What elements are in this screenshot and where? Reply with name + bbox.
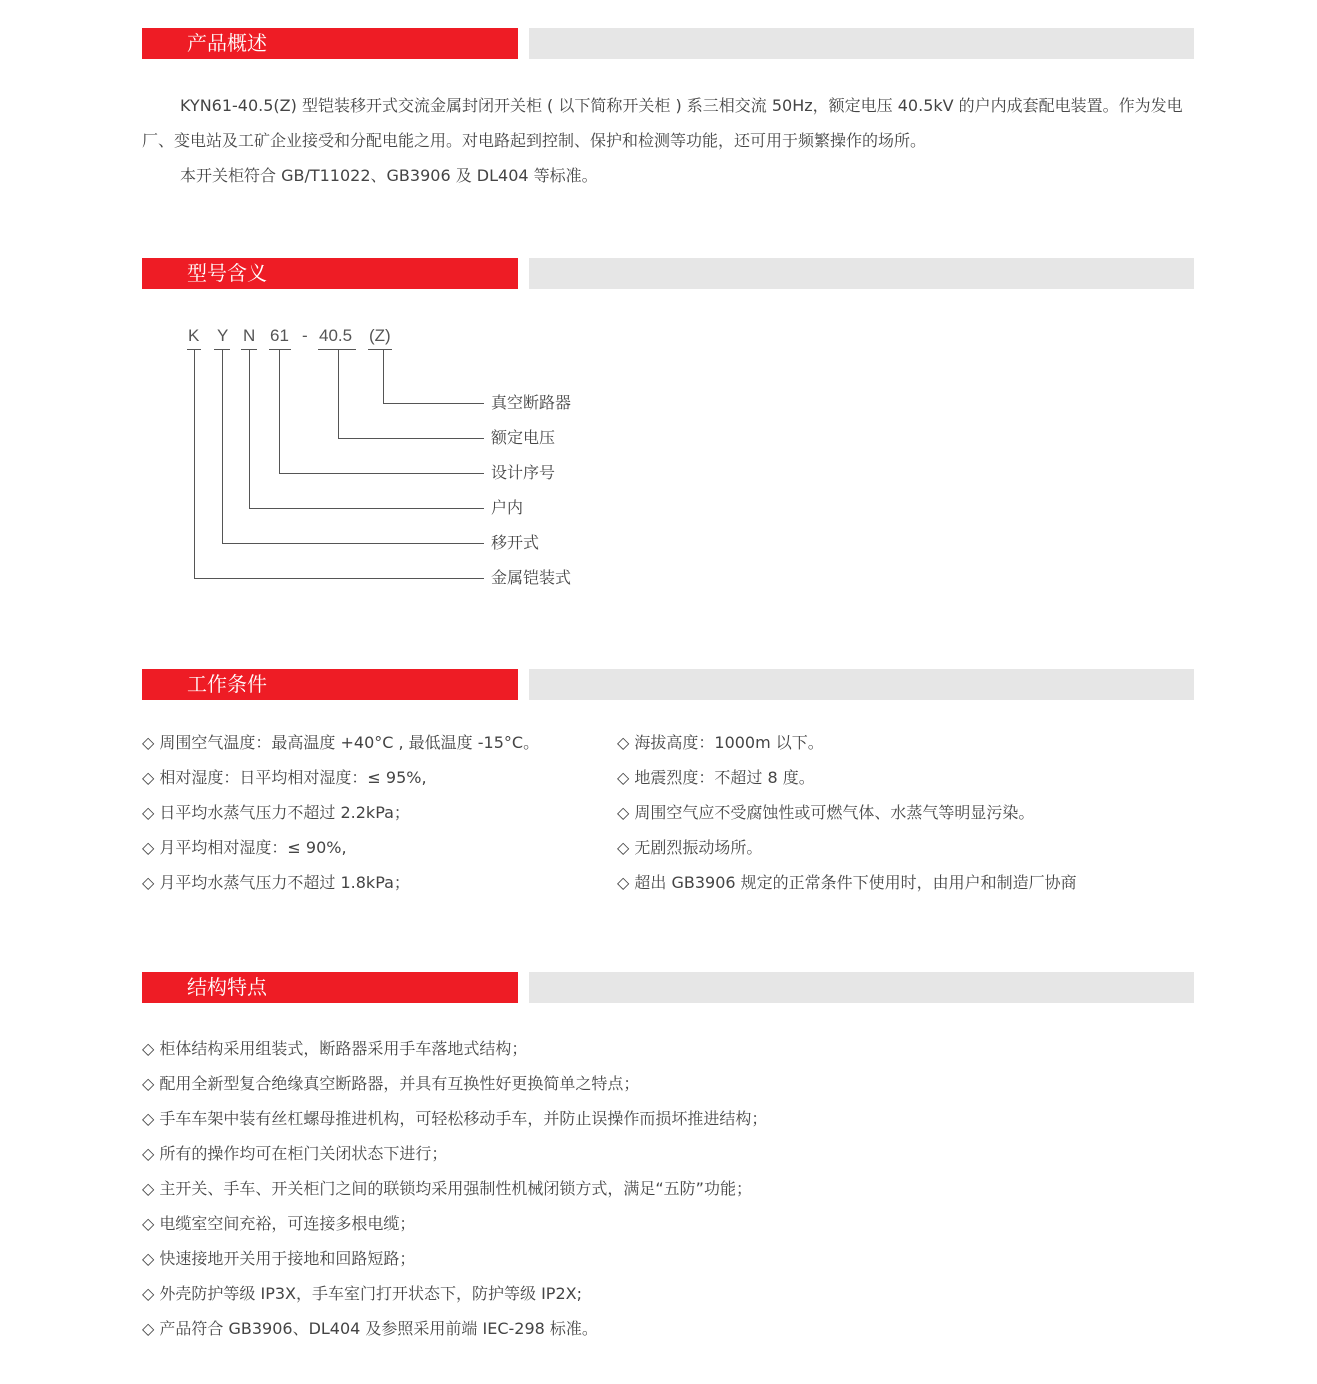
code-part-k: K xyxy=(188,326,200,345)
list-item: ◇ 配用全新型复合绝缘真空断路器，并具有互换性好更换简单之特点； xyxy=(142,1074,640,1093)
section-header-overview xyxy=(142,28,1194,59)
list-item: ◇ 周围空气温度：最高温度 +40°C , 最低温度 -15°C。 xyxy=(142,733,540,752)
meaning-withdrawable: 移开式 xyxy=(491,533,540,552)
connector-line xyxy=(249,508,484,509)
section-header-bar xyxy=(529,258,1194,289)
meaning-indoor: 户内 xyxy=(491,498,524,517)
code-part-61: 61 xyxy=(270,326,289,345)
list-item: ◇ 超出 GB3906 规定的正常条件下使用时，由用户和制造厂协商 xyxy=(617,873,1077,892)
section-title-features: 结构特点 xyxy=(142,972,518,1003)
list-item: ◇ 所有的操作均可在柜门关闭状态下进行； xyxy=(142,1144,448,1163)
section-header-bar xyxy=(529,972,1194,1003)
connector-line xyxy=(249,349,250,509)
overview-paragraph: 本开关柜符合 GB/T11022、GB3906 及 DL404 等标准。 xyxy=(180,166,598,185)
conditions-left-list xyxy=(142,725,602,900)
code-part-n: N xyxy=(243,326,256,345)
section-title-conditions: 工作条件 xyxy=(142,669,518,700)
code-part-dash: - xyxy=(302,326,308,345)
list-item: ◇ 外壳防护等级 IP3X，手车室门打开状态下，防护等级 IP2X; xyxy=(142,1284,582,1303)
list-item: ◇ 周围空气应不受腐蚀性或可燃气体、水蒸气等明显污染。 xyxy=(617,803,1035,822)
list-item: ◇ 月平均水蒸气压力不超过 1.8kPa； xyxy=(142,873,410,892)
list-item: ◇ 相对湿度：日平均相对湿度：≤ 95%, xyxy=(142,768,427,787)
list-item: ◇ 海拔高度：1000m 以下。 xyxy=(617,733,824,752)
connector-line xyxy=(338,349,339,439)
list-item: ◇ 主开关、手车、开关柜门之间的联锁均采用强制性机械闭锁方式，满足“五防”功能； xyxy=(142,1179,752,1198)
code-part-z: (Z) xyxy=(369,326,391,345)
list-item: ◇ 柜体结构采用组装式，断路器采用手车落地式结构； xyxy=(142,1039,528,1058)
code-underline xyxy=(368,349,392,350)
overview-paragraph: KYN61-40.5(Z) 型铠装移开式交流金属封闭开关柜 ( 以下简称开关柜 ) 系三相交流 50Hz，额定电压 40.5kV 的户内成套配电装置。作为发电厂、变电站及工矿企业接受和分配电能之用。对电路起到控制、保护和检测等功能，还可用于频繁操作的场所。 xyxy=(142,96,1183,150)
code-underline xyxy=(318,349,356,350)
list-item: ◇ 月平均相对湿度：≤ 90%, xyxy=(142,838,347,857)
connector-line xyxy=(222,543,484,544)
connector-line xyxy=(194,349,195,579)
connector-line xyxy=(194,578,484,579)
connector-line xyxy=(222,349,223,544)
list-item: ◇ 电缆室空间充裕，可连接多根电缆； xyxy=(142,1214,416,1233)
section-header-conditions xyxy=(142,669,1194,700)
code-part-y: Y xyxy=(217,326,229,345)
list-item: ◇ 产品符合 GB3906、DL404 及参照采用前端 IEC-298 标准。 xyxy=(142,1319,598,1338)
list-item: ◇ 无剧烈振动场所。 xyxy=(617,838,763,857)
section-header-bar xyxy=(529,669,1194,700)
section-header-model xyxy=(142,258,1194,289)
section-header-bar xyxy=(529,28,1194,59)
meaning-vacuum-breaker: 真空断路器 xyxy=(491,393,572,412)
code-underline xyxy=(269,349,291,350)
meaning-rated-voltage: 额定电压 xyxy=(491,428,556,447)
list-item: ◇ 快速接地开关用于接地和回路短路； xyxy=(142,1249,416,1268)
section-title-overview: 产品概述 xyxy=(142,28,518,59)
features-list xyxy=(142,1031,1194,1346)
meaning-design-number: 设计序号 xyxy=(491,463,556,482)
list-item: ◇ 地震烈度：不超过 8 度。 xyxy=(617,768,815,787)
list-item: ◇ 手车车架中装有丝杠螺母推进机构，可轻松移动手车，并防止误操作而损坏推进结构； xyxy=(142,1109,768,1128)
connector-line xyxy=(279,473,484,474)
meaning-metal-armored: 金属铠装式 xyxy=(491,568,572,587)
connector-line xyxy=(383,349,384,404)
code-part-40-5: 40.5 xyxy=(319,326,353,345)
conditions-right-list xyxy=(617,725,1194,900)
list-item: ◇ 日平均水蒸气压力不超过 2.2kPa； xyxy=(142,803,410,822)
connector-line xyxy=(338,438,484,439)
connector-line xyxy=(383,403,484,404)
overview-text xyxy=(142,88,1194,193)
section-title-model: 型号含义 xyxy=(142,258,518,289)
section-header-features xyxy=(142,972,1194,1003)
connector-line xyxy=(279,349,280,474)
